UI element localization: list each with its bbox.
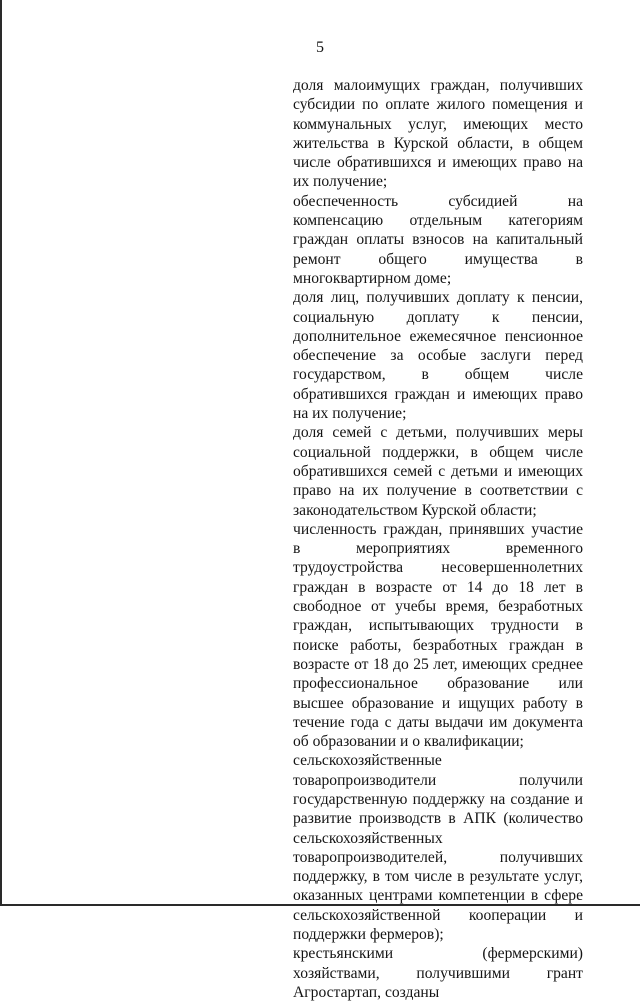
scan-left-edge <box>0 0 2 906</box>
paragraph-agrostartup-grant: крестьянскими (фермерскими) хозяйствами, получившими грант Агростартап, созданы <box>293 945 583 1001</box>
paragraph-agricultural-producers: сельскохозяйственные товаропроизводители получили государственную поддержку на создание и развитие производств в АПК (количество сельскохозяйственных товаропроизводителей, получивших поддержку, в том числе в результате услуг, оказанных центрами компетенции в сфере сельскохозяйственной кооперации и поддержки фермеров); <box>293 752 583 944</box>
document-body <box>293 76 583 1002</box>
paragraph-families-with-children: доля семей с детьми, получивших меры социальной поддержки, в общем числе обратившихся семей с детьми и имеющих право на их получение в соответствии с законодательством Курской области; <box>293 424 583 519</box>
paragraph-capital-repair-compensation: обеспеченность субсидией на компенсацию отдельным категориям граждан оплаты взносов на капитальный ремонт общего имущества в многоквартирном доме; <box>293 192 583 287</box>
paragraph-temporary-employment: численность граждан, принявших участие в мероприятиях временного трудоустройства несовершеннолетних граждан в возрасте от 14 до 18 лет в свободное от учебы время, безработных граждан, испытывающих трудности в поиске работы, безработных граждан в возрасте от 18 до 25 лет, имеющих среднее профессиональное образование или высшее образование и ищущих работу в течение года с даты выдачи им документа об образовании и о квалификации; <box>293 520 583 751</box>
paragraph-pension-supplement: доля лиц, получивших доплату к пенсии, социальную доплату к пенсии, дополнительное ежемесячное пенсионное обеспечение за особые заслуги перед государством, в общем числе обратившихся граждан и имеющих право на их получение; <box>293 289 583 423</box>
paragraph-low-income-subsidies: доля малоимущих граждан, получивших субсидии по оплате жилого помещения и коммунальных услуг, имеющих место жительства в Курской области, в общем числе обратившихся и имеющих право на их получение; <box>293 77 583 191</box>
page-number: 5 <box>316 39 324 56</box>
